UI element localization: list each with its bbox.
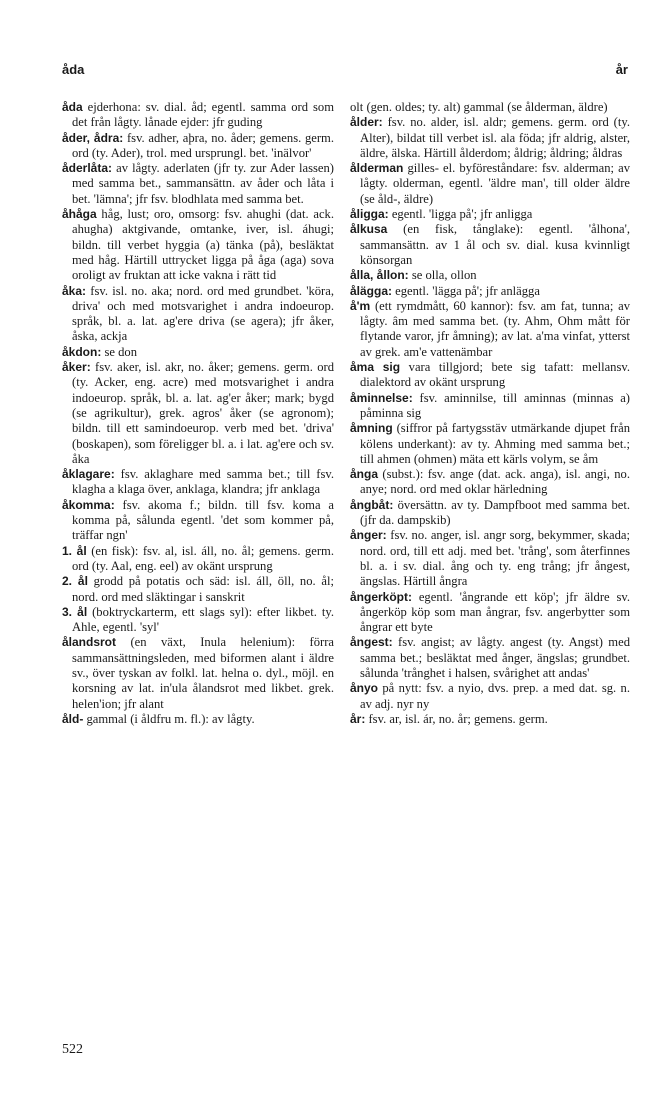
entry-text: ejderhona: sv. dial. åd; egentl. samma ord som det från lågty. lånade ejder: jfr guding	[72, 100, 334, 130]
entry-headword: åkomma:	[62, 497, 115, 512]
entry-text: fsv. isl. no. aka; nord. ord med grundbet. 'köra, driva' och med motsvarighet i andra indoeurop. språk, bl. a. lat. ag'ere driva (se agera); jfr åker, åska, ackja	[72, 283, 334, 344]
entry-text: egentl. 'ligga på'; jfr anligga	[388, 207, 533, 222]
dictionary-entry	[350, 391, 630, 422]
entry-headword: åhåga	[62, 207, 97, 222]
dictionary-entry	[350, 590, 630, 636]
dictionary-entry	[62, 498, 334, 544]
entry-text: se olla, ollon	[408, 268, 477, 283]
entry-text: gammal (i åldfru m. fl.): av lågty.	[83, 711, 255, 726]
entry-headword: ånyo	[350, 681, 379, 696]
entry-text: (boktryckarterm, ett slags syl): efter likbet. ty. Ahle, egentl. 'syl'	[72, 604, 334, 635]
entry-text: fsv. adher, aþra, no. åder; gemens. germ. ord (ty. Ader), trol. med ursprungl. bet. 'inälvor'	[72, 130, 334, 160]
dictionary-entry	[350, 635, 630, 681]
entry-headword: åminnelse:	[350, 390, 413, 405]
entry-text: (ett rymdmått, 60 kannor): fsv. am fat, tunna; av lågty. âm med samma bet. (ty. Ahm, Ohm mått för flytande varor, jfr åmning); av lat. a'ma vinfat, ytterst av grek. am'e vattenämbar	[360, 298, 630, 359]
entry-text: egentl. 'lägga på'; jfr anlägga	[392, 283, 540, 298]
dictionary-entry	[350, 100, 630, 115]
dictionary-entry	[62, 605, 334, 636]
dictionary-entry	[62, 131, 334, 162]
left-column	[62, 100, 334, 727]
dictionary-entry	[62, 544, 334, 575]
dictionary-entry	[62, 635, 334, 711]
entry-headword: åda	[62, 100, 83, 114]
entry-text: (en växt, Inula helenium): förra sammansättningsleden, med biformen alant i äldre sv., över tyskan av folkl. lat. helna o. dyl., möjl. en korsning av lat. in'ula ålandsrot med likbet. grek. helen'ion; jfr alant	[72, 635, 334, 711]
entry-headword: ålandsrot	[62, 635, 117, 650]
entry-headword: ångest:	[350, 635, 393, 650]
entry-headword: ålägga:	[350, 283, 393, 298]
entry-headword: åklagare:	[62, 467, 115, 482]
entry-text: gilles- el. byföreståndare: fsv. alderman; av lågty. olderman, egentl. 'äldre man', till older äldre (se åld-, äldre)	[360, 161, 630, 206]
header-left-word: åda	[62, 62, 85, 77]
dictionary-entry	[62, 284, 334, 345]
dictionary-entry	[62, 360, 334, 467]
dictionary-entry	[62, 345, 334, 360]
right-column	[350, 100, 630, 727]
entry-text: översättn. av ty. Dampfboot med samma bet. (jfr da. dampskib)	[360, 497, 630, 528]
dictionary-entry	[62, 574, 334, 605]
dictionary-entry	[350, 528, 630, 589]
dictionary-entry	[62, 467, 334, 498]
entry-headword: åmning	[350, 421, 393, 436]
entry-headword: ånger:	[350, 528, 387, 543]
entry-headword: ålder:	[350, 115, 383, 130]
dictionary-entry	[350, 299, 630, 360]
entry-headword: ålderman	[350, 161, 404, 176]
dictionary-entry	[350, 498, 630, 529]
entry-text: fsv. angist; av lågty. angest (ty. Angst) med samma bet.; besläktat med ånger, ängslas; grundbet. sålunda 'trånghet i halsen, svårighet att andas'	[360, 635, 630, 680]
dictionary-entry	[62, 100, 334, 131]
dictionary-entry	[350, 268, 630, 283]
entry-headword: 1. ål	[62, 543, 87, 558]
entry-headword: 2. ål	[62, 574, 88, 589]
header-right-word: år	[615, 62, 628, 77]
entry-text: olt (gen. oldes; ty. alt) gammal (se ålderman, äldre)	[350, 100, 608, 114]
dictionary-entry	[350, 681, 630, 712]
entry-headword: åligga:	[350, 207, 389, 222]
dictionary-entry	[350, 712, 630, 727]
entry-text: fsv. akoma f.; bildn. till fsv. koma a komma på, sålunda egentl. 'det som kommer på, träffar ngn'	[72, 497, 334, 543]
dictionary-entry	[62, 712, 334, 727]
entry-headword: ånga	[350, 467, 379, 482]
entry-headword: ålkusa	[350, 222, 388, 237]
entry-text: fsv. ar, isl. ár, no. år; gemens. germ.	[365, 711, 548, 726]
dictionary-entry	[350, 115, 630, 161]
entry-headword: ångerköpt:	[350, 589, 413, 604]
entry-headword: 3. ål	[62, 604, 88, 619]
dictionary-entry	[350, 207, 630, 222]
entry-text: (siffror på fartygsstäv utmärkande djupet från kölens underkant): av ty. Ahming med samma bet.; till ahmen (ohmen) mäta ett kärls volym, se åm	[360, 421, 630, 466]
entry-headword: ångbåt:	[350, 497, 394, 512]
dictionary-entry	[62, 207, 334, 283]
entry-text: (en fisk, tånglake): egentl. 'ålhona', sammansättn. av 1 ål och sv. dial. kusa kvinnligt könsorgan	[360, 222, 630, 267]
entry-text: fsv. aker, isl. akr, no. åker; gemens. germ. ord (ty. Acker, eng. acre) med motsvarighet i andra indoeurop. språk, bl. a. lat. ag'er åker; mark; bygd (se agrikultur), grek. agros' åker (se agronom); bildn. till ett samindoeurop. verb med bet. 'driva' (boskapen), som föreligger bl. a. i lat. ag'ere och sv. åka	[72, 360, 334, 466]
entry-text: fsv. aminnilse, till aminnas (minnas a) påminna sig	[360, 390, 630, 420]
entry-headword: åld-	[62, 711, 84, 726]
dictionary-entry	[62, 161, 334, 207]
entry-headword: åderlåta:	[62, 161, 113, 176]
dictionary-entry	[350, 284, 630, 299]
running-header	[62, 62, 628, 82]
entry-headword: å'm	[350, 298, 371, 313]
dictionary-entry	[350, 161, 630, 207]
entry-text: fsv. aklaghare med samma bet.; till fsv. klagha a klaga över, anklaga, klandra; jfr anklaga	[72, 467, 334, 497]
entry-headword: åker:	[62, 360, 91, 375]
page-number: 522	[62, 1042, 83, 1057]
dictionary-entry	[350, 421, 630, 467]
entry-text: vara tillgjord; bete sig tafatt: mellansv. dialektord av okänt ursprung	[360, 360, 630, 390]
entry-headword: ålla, ållon:	[350, 268, 409, 283]
entry-headword: åma sig	[350, 360, 401, 375]
entry-text: se don	[101, 344, 138, 359]
entry-text: grodd på potatis och säd: isl. áll, öll, no. ål; nord. ord med släktingar i sanskrit	[72, 574, 334, 604]
entry-headword: åka:	[62, 283, 87, 298]
entry-text: håg, lust; oro, omsorg: fsv. ahughi (dat. ack. ahugha) aktgivande, omtanke, iver, isl. áhugi; bildn. till verbet hyggia (a) tänka (på), besläktat med håg. Härtill uttrycket ligga på åga (aga) sova oroligt av fruktan att icke vakna i rätt tid	[72, 207, 334, 283]
entry-text: av lågty. aderlaten (jfr ty. zur Ader lassen) med samma bet., sammansättn. av åder och låta i bet. 'lämna'; jfr fsv. blodhlata med samma bet.	[72, 161, 334, 206]
entry-text: fsv. no. anger, isl. angr sorg, bekymmer, skada; nord. ord, till ett adj. med bet. 'trång', som återfinnes bl. a. i sv. dial. ång och ty. eng trång; jfr ångest, ängslas. Härtill ångra	[360, 528, 630, 589]
entry-text: (en fisk): fsv. al, isl. áll, no. ål; gemens. germ. ord (ty. Aal, eng. eel) av okänt ursprung	[72, 543, 334, 573]
entry-text: egentl. 'ångrande ett köp'; jfr äldre sv. ångerköp köp som man ångrar, fsv. angerbytter som ångrar ett byte	[360, 589, 630, 635]
dictionary-entry	[350, 467, 630, 498]
entry-headword: åkdon:	[62, 344, 102, 359]
dictionary-entry	[350, 222, 630, 268]
entry-headword: år:	[350, 711, 366, 726]
entry-text: (subst.): fsv. ange (dat. ack. anga), isl. angi, no. anye; nord. ord med oklar härledning	[360, 467, 630, 497]
entry-text: fsv. no. alder, isl. aldr; gemens. germ. ord (ty. Alter), bildat till verbet isl. ala föda; jfr aldrig, alster, äldre, älska. Härtill ålderdom; åldrig; åldring; åldras	[360, 115, 630, 160]
entry-headword: åder, ådra:	[62, 130, 124, 145]
entry-text: på nytt: fsv. a nyio, dvs. prep. a med dat. sg. n. av adj. nyr ny	[360, 681, 630, 711]
dictionary-entry	[350, 360, 630, 391]
